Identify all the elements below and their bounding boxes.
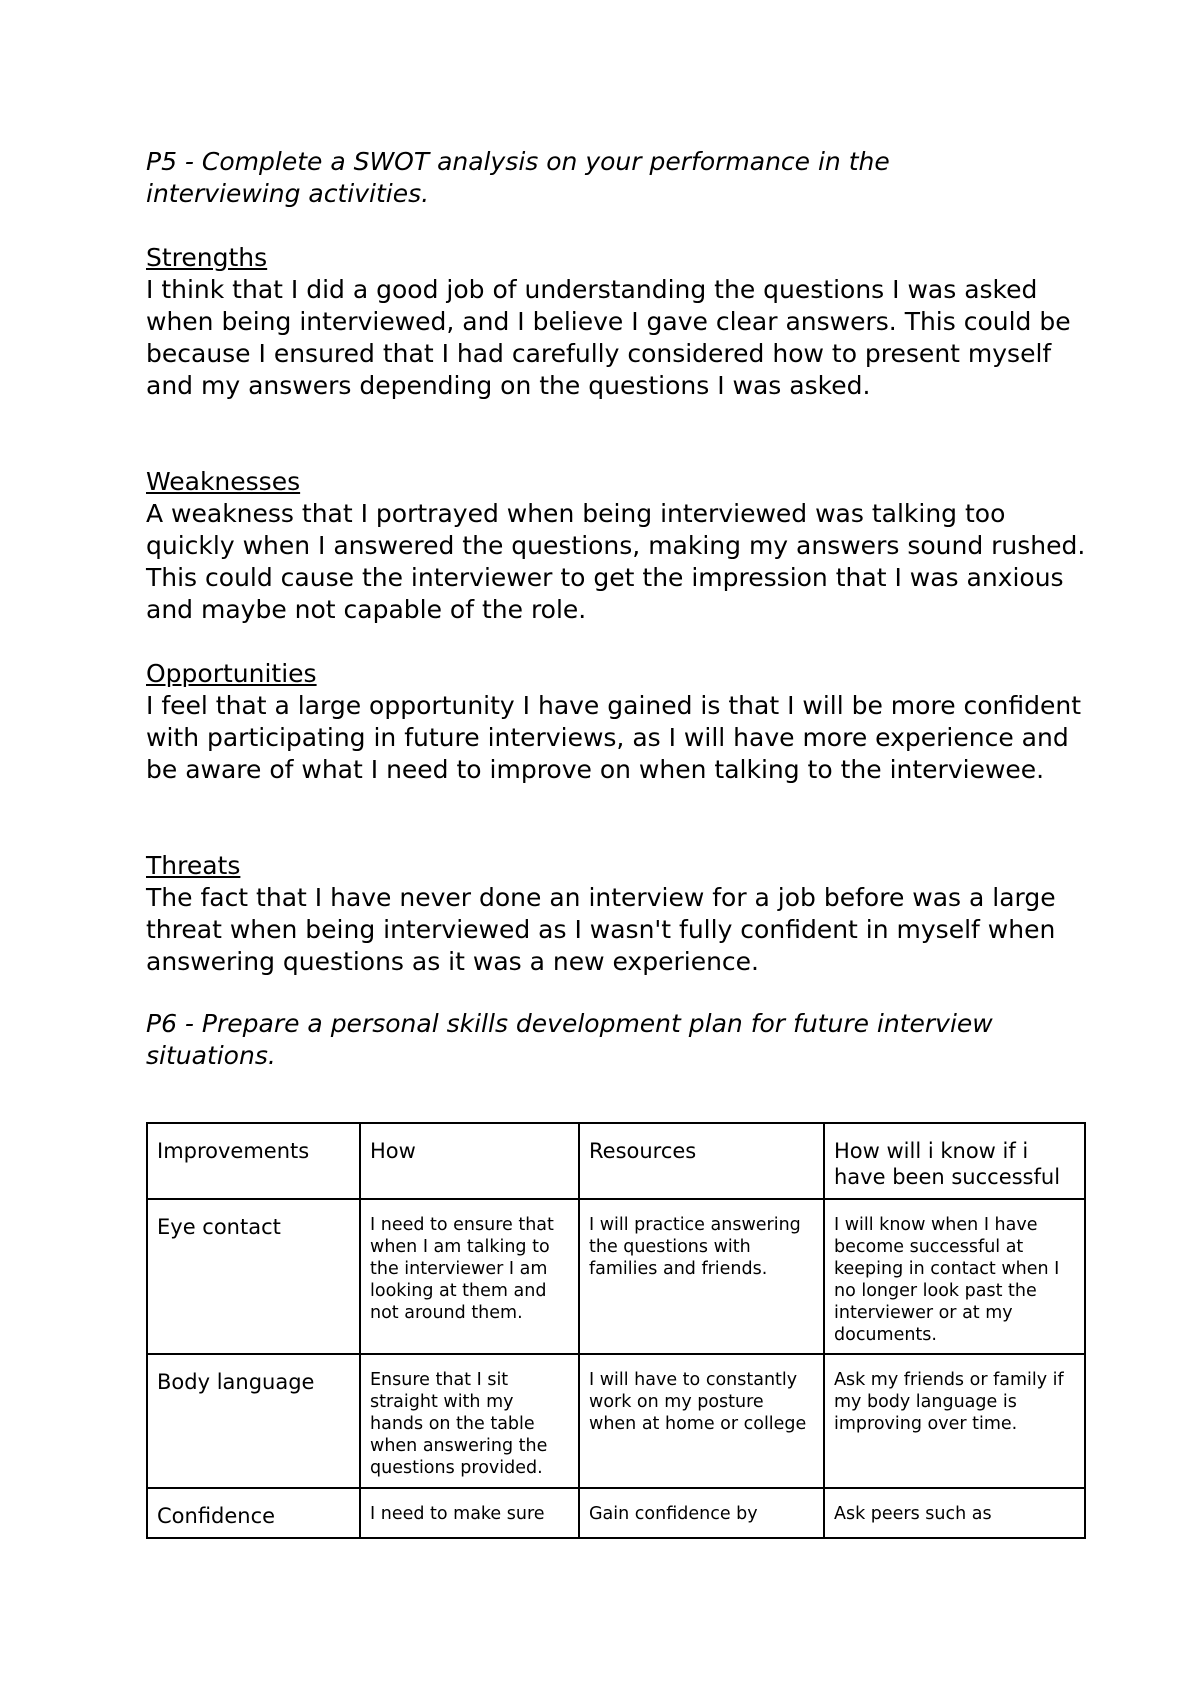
threats-body: The fact that I have never done an interview for a job before was a large threat when being interviewed as I wasn't fully confident in myself when answering questions as it was a new experience. xyxy=(146,883,1056,976)
table-cell-success: Ask my friends or family if my body language is improving over time. xyxy=(824,1354,1085,1488)
table-header-row xyxy=(147,1123,1085,1199)
p5-heading-line2: interviewing activities. xyxy=(146,179,430,208)
p6-heading xyxy=(146,1008,1086,1072)
table-cell-improvement: Confidence xyxy=(147,1488,360,1538)
table-row xyxy=(147,1354,1085,1488)
strengths-title: Strengths xyxy=(146,243,268,272)
threats-title: Threats xyxy=(146,851,241,880)
opportunities-body: I feel that a large opportunity I have gained is that I will be more confident with participating in future interviews, as I will have more experience and be aware of what I need to improve on when talking to the interviewee. xyxy=(146,691,1082,784)
opportunities-title: Opportunities xyxy=(146,659,317,688)
table-header-cell: How xyxy=(360,1123,579,1199)
strengths-section xyxy=(146,242,1086,402)
strengths-body: I think that I did a good job of understanding the questions I was asked when being interviewed, and I believe I gave clear answers. This could be because I ensured that I had carefully considered how to present myself and my answers depending on the questions I was asked. xyxy=(146,275,1071,400)
p5-heading-line1: P5 - Complete a SWOT analysis on your performance in the xyxy=(146,147,890,176)
p6-heading-line1: P6 - Prepare a personal skills development plan for future interview xyxy=(146,1009,993,1038)
table-row xyxy=(147,1199,1085,1354)
table-cell-resources: Gain confidence by xyxy=(579,1488,824,1538)
table-cell-how: I need to make sure xyxy=(360,1488,579,1538)
p6-heading-line2: situations. xyxy=(146,1041,276,1070)
table-header-cell: Improvements xyxy=(147,1123,360,1199)
table-cell-resources: I will practice answering the questions with families and friends. xyxy=(579,1199,824,1354)
table-cell-success: Ask peers such as xyxy=(824,1488,1085,1538)
table-cell-resources: I will have to constantly work on my posture when at home or college xyxy=(579,1354,824,1488)
table-row xyxy=(147,1488,1085,1538)
table-cell-how: Ensure that I sit straight with my hands on the table when answering the questions provided. xyxy=(360,1354,579,1488)
table-cell-improvement: Eye contact xyxy=(147,1199,360,1354)
p5-heading xyxy=(146,146,1086,210)
skills-development-table xyxy=(146,1122,1086,1539)
opportunities-section xyxy=(146,658,1086,786)
threats-section xyxy=(146,850,1086,978)
table-header-cell: How will i know if i have been successful xyxy=(824,1123,1085,1199)
table-cell-improvement: Body language xyxy=(147,1354,360,1488)
table-cell-how: I need to ensure that when I am talking to the interviewer I am looking at them and not around them. xyxy=(360,1199,579,1354)
weaknesses-section xyxy=(146,466,1086,626)
weaknesses-title: Weaknesses xyxy=(146,467,301,496)
weaknesses-body: A weakness that I portrayed when being interviewed was talking too quickly when I answered the questions, making my answers sound rushed. This could cause the interviewer to get the impression that I was anxious and maybe not capable of the role. xyxy=(146,499,1086,624)
table-cell-success: I will know when I have become successful at keeping in contact when I no longer look past the interviewer or at my documents. xyxy=(824,1199,1085,1354)
table-header-cell: Resources xyxy=(579,1123,824,1199)
